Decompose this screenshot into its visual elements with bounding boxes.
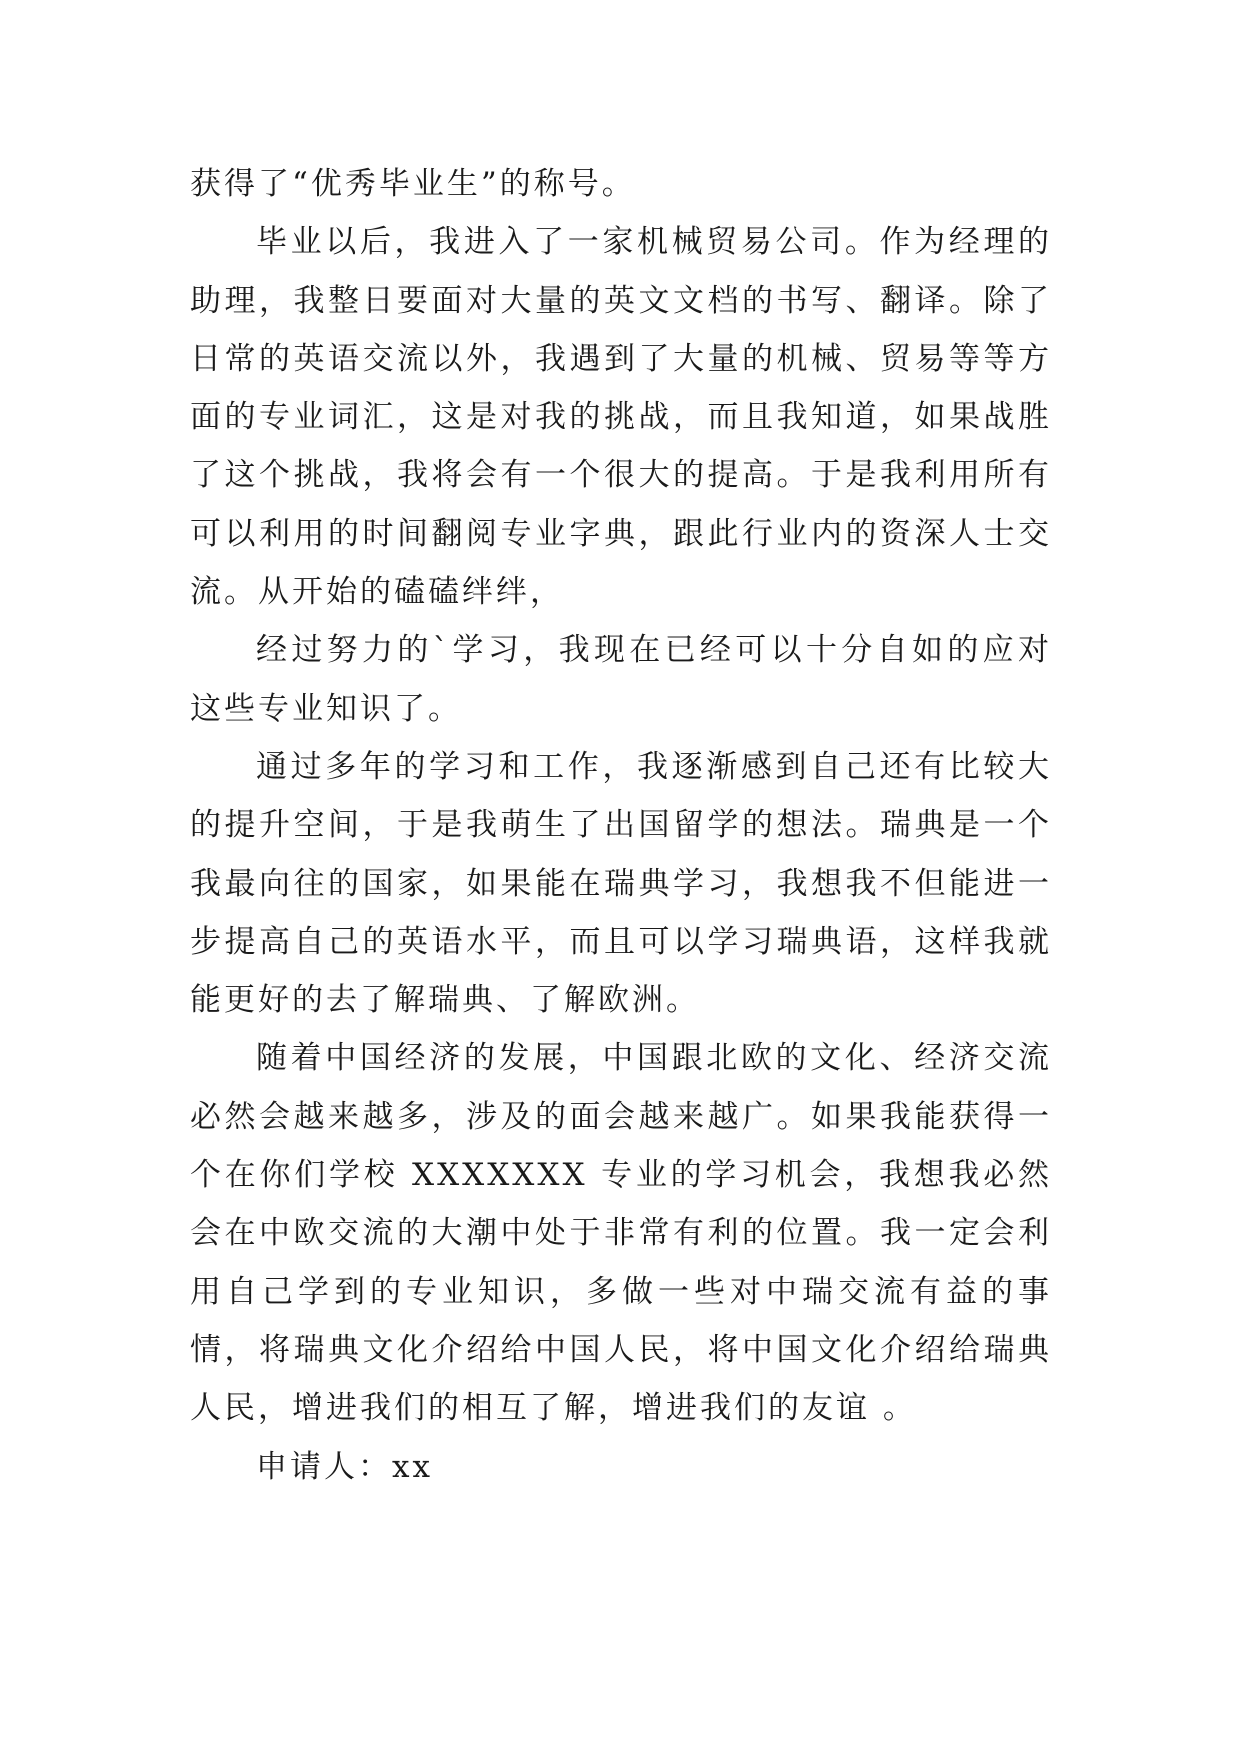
paragraph-4: 通过多年的学习和工作，我逐渐感到自己还有比较大的提升空间，于是我萌生了出国留学的想法。瑞典是一个我最向往的国家，如果能在瑞典学习，我想我不但能进一步提高自己的英语水平，而且可以学习瑞典语，这样我就能更好的去了解瑞典、了解欧洲。: [190, 748, 1052, 1019]
paragraph-3: 经过努力的`学习，我现在已经可以十分自如的应对这些专业知识了。: [190, 632, 1052, 727]
signature-line: 申请人：xx: [256, 1448, 433, 1485]
document-body: [190, 155, 1052, 1496]
paragraph-5: 随着中国经济的发展，中国跟北欧的文化、经济交流必然会越来越多，涉及的面会越来越广。如果我能获得一个在你们学校 XXXXXXX 专业的学习机会，我想我必然会在中欧交流的大潮中处于非常有利的位置。我一定会利用自己学到的专业知识，多做一些对中瑞交流有益的事情，将瑞典文化介绍给中国人民，将中国文化介绍给瑞典人民，增进我们的相互了解，增进我们的友谊 。: [190, 1040, 1052, 1427]
paragraph-2: 毕业以后，我进入了一家机械贸易公司。作为经理的助理，我整日要面对大量的英文文档的书写、翻译。除了日常的英语交流以外，我遇到了大量的机械、贸易等等方面的专业词汇，这是对我的挑战，而且我知道，如果战胜了这个挑战，我将会有一个很大的提高。于是我利用所有可以利用的时间翻阅专业字典，跟此行业内的资深人士交流。从开始的磕磕绊绊，: [190, 224, 1052, 611]
paragraph-1: 获得了“优秀毕业生”的称号。: [190, 166, 636, 202]
